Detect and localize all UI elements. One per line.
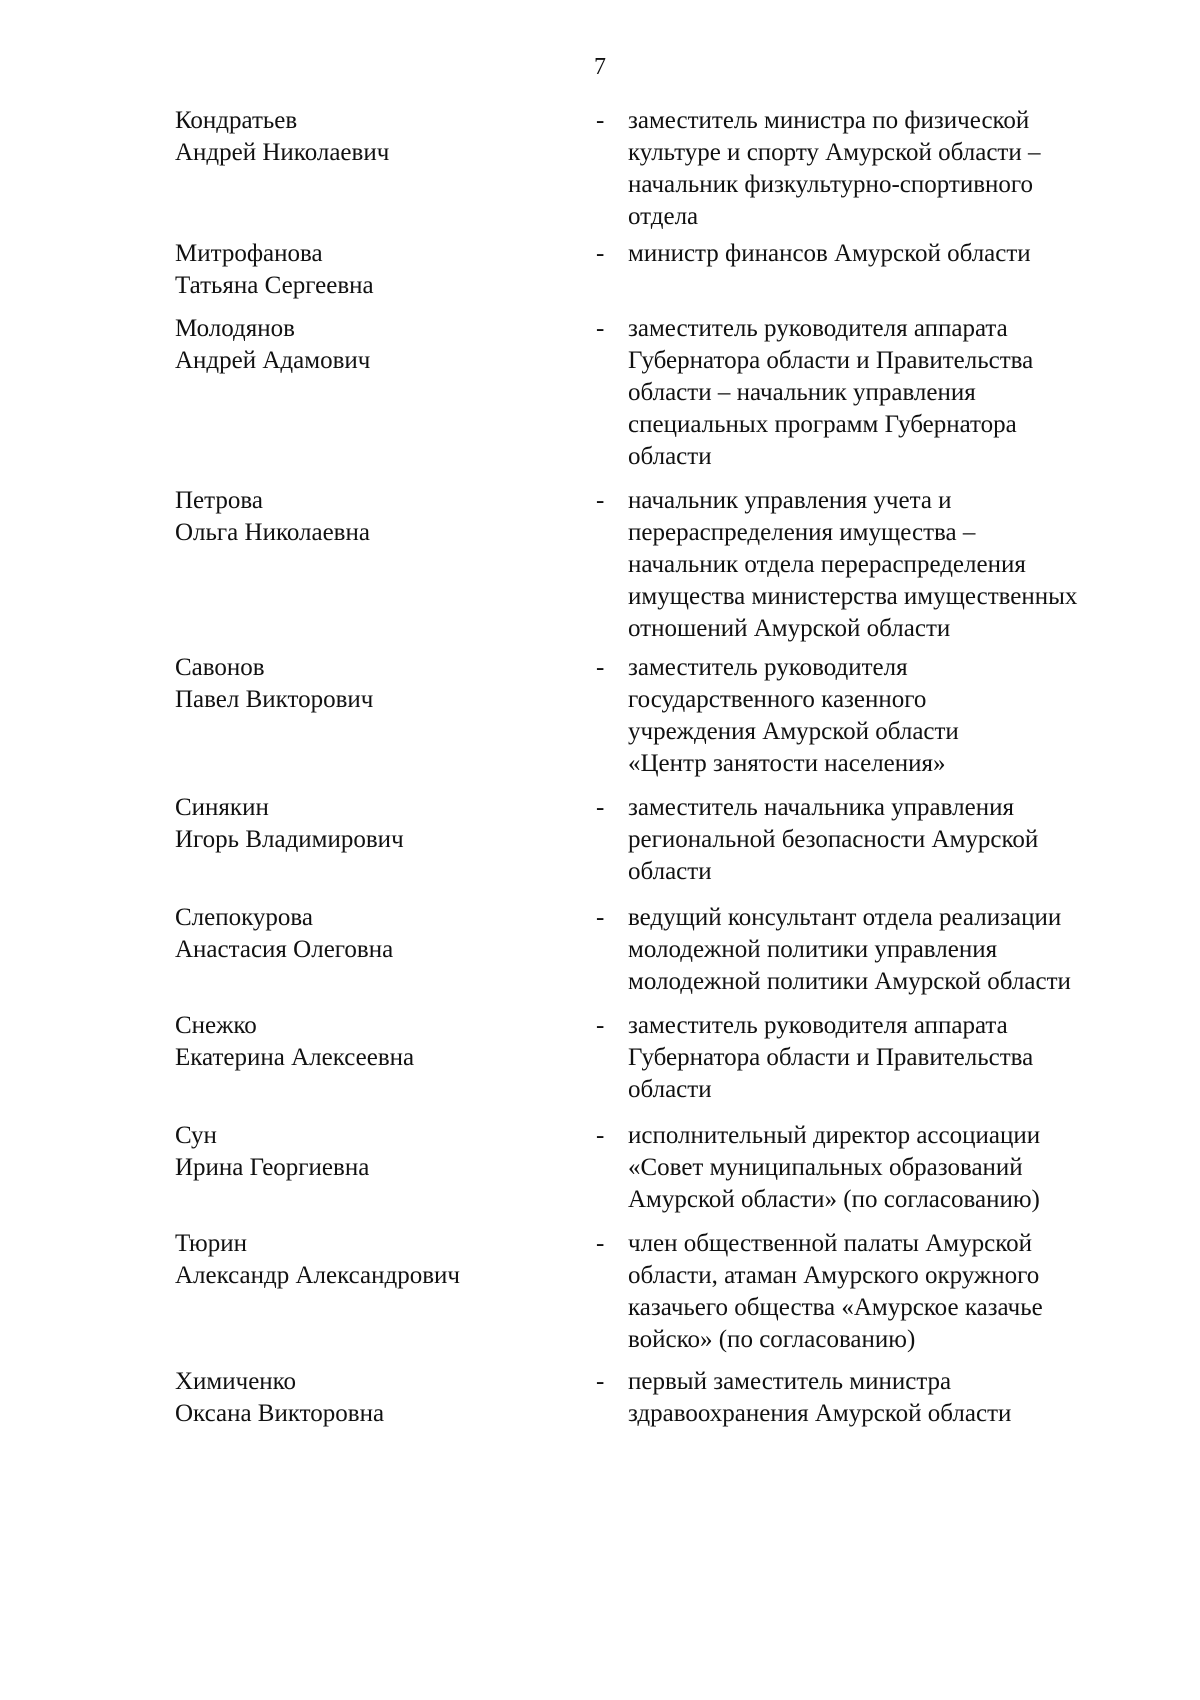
- role-line: заместитель министра по физической: [628, 107, 1030, 134]
- member-surname: Кондратьев: [175, 107, 298, 134]
- role-line: государственного казенного: [628, 686, 927, 713]
- role-line: культуре и спорту Амурской области –: [628, 139, 1041, 166]
- entry-dash: -: [596, 1230, 605, 1257]
- role-line: имущества министерства имущественных: [628, 583, 1078, 610]
- role-line: Губернатора области и Правительства: [628, 347, 1034, 374]
- member-role: [628, 238, 1031, 270]
- entry-dash: -: [596, 107, 605, 134]
- role-line: региональной безопасности Амурской: [628, 826, 1039, 853]
- member-given-name: Екатерина Алексеевна: [175, 1044, 415, 1071]
- role-line: заместитель руководителя: [628, 654, 908, 681]
- member-surname: Петрова: [175, 487, 263, 514]
- member-name: [175, 792, 575, 856]
- member-name: [175, 105, 575, 169]
- member-role: [628, 485, 1077, 645]
- entry-dash: -: [596, 904, 605, 931]
- role-line: «Совет муниципальных образований: [628, 1154, 1023, 1181]
- member-role: [628, 1120, 1040, 1216]
- member-name: [175, 485, 575, 549]
- member-name: [175, 902, 575, 966]
- entry-dash: -: [596, 794, 605, 821]
- role-line: перераспределения имущества –: [628, 519, 976, 546]
- role-line: казачьего общества «Амурское казачье: [628, 1294, 1043, 1321]
- role-line: министр финансов Амурской области: [628, 240, 1031, 267]
- member-given-name: Игорь Владимирович: [175, 826, 404, 853]
- member-surname: Тюрин: [175, 1230, 247, 1257]
- member-surname: Митрофанова: [175, 240, 323, 267]
- member-role: [628, 1228, 1043, 1356]
- member-surname: Сун: [175, 1122, 217, 1149]
- role-line: член общественной палаты Амурской: [628, 1230, 1032, 1257]
- role-line: области, атаман Амурского окружного: [628, 1262, 1040, 1289]
- role-line: области: [628, 858, 712, 885]
- role-line: отношений Амурской области: [628, 615, 951, 642]
- entry-dash: -: [596, 654, 605, 681]
- role-line: «Центр занятости населения»: [628, 750, 946, 777]
- role-line: Амурской области» (по согласованию): [628, 1186, 1040, 1213]
- member-role: [628, 792, 1038, 888]
- role-line: начальник управления учета и: [628, 487, 952, 514]
- member-name: [175, 1120, 575, 1184]
- entry-dash: -: [596, 487, 605, 514]
- member-given-name: Андрей Николаевич: [175, 139, 390, 166]
- entry-dash: -: [596, 240, 605, 267]
- member-surname: Савонов: [175, 654, 265, 681]
- role-line: заместитель руководителя аппарата: [628, 315, 1008, 342]
- role-line: области: [628, 1076, 712, 1103]
- member-name: [175, 1010, 575, 1074]
- entry-dash: -: [596, 1012, 605, 1039]
- member-given-name: Ольга Николаевна: [175, 519, 370, 546]
- entry-dash: -: [596, 1122, 605, 1149]
- role-line: начальник физкультурно-спортивного: [628, 171, 1034, 198]
- role-line: учреждения Амурской области: [628, 718, 959, 745]
- role-line: области – начальник управления: [628, 379, 976, 406]
- role-line: специальных программ Губернатора: [628, 411, 1017, 438]
- member-role: [628, 313, 1033, 473]
- member-given-name: Татьяна Сергеевна: [175, 272, 374, 299]
- member-role: [628, 1010, 1033, 1106]
- member-surname: Химиченко: [175, 1368, 297, 1395]
- member-name: [175, 313, 575, 377]
- entry-dash: -: [596, 1368, 605, 1395]
- member-given-name: Андрей Адамович: [175, 347, 371, 374]
- entry-dash: -: [596, 315, 605, 342]
- member-role: [628, 902, 1071, 998]
- member-role: [628, 1366, 1011, 1430]
- member-role: [628, 652, 959, 780]
- member-given-name: Ирина Георгиевна: [175, 1154, 370, 1181]
- role-line: здравоохранения Амурской области: [628, 1400, 1012, 1427]
- member-role: [628, 105, 1040, 233]
- role-line: Губернатора области и Правительства: [628, 1044, 1034, 1071]
- role-line: войско» (по согласованию): [628, 1326, 916, 1353]
- member-surname: Синякин: [175, 794, 269, 821]
- member-given-name: Оксана Викторовна: [175, 1400, 385, 1427]
- member-name: [175, 238, 575, 302]
- member-name: [175, 652, 575, 716]
- role-line: отдела: [628, 203, 699, 230]
- role-line: исполнительный директор ассоциации: [628, 1122, 1041, 1149]
- role-line: молодежной политики управления: [628, 936, 998, 963]
- page-number: 7: [594, 54, 606, 80]
- role-line: ведущий консультант отдела реализации: [628, 904, 1062, 931]
- role-line: молодежной политики Амурской области: [628, 968, 1071, 995]
- member-surname: Снежко: [175, 1012, 257, 1039]
- role-line: заместитель начальника управления: [628, 794, 1014, 821]
- role-line: первый заместитель министра: [628, 1368, 952, 1395]
- member-given-name: Анастасия Олеговна: [175, 936, 394, 963]
- role-line: начальник отдела перераспределения: [628, 551, 1026, 578]
- member-name: [175, 1366, 575, 1430]
- member-given-name: Павел Викторович: [175, 686, 374, 713]
- member-given-name: Александр Александрович: [175, 1262, 460, 1289]
- member-surname: Слепокурова: [175, 904, 313, 931]
- role-line: заместитель руководителя аппарата: [628, 1012, 1008, 1039]
- member-name: [175, 1228, 575, 1292]
- member-surname: Молодянов: [175, 315, 295, 342]
- role-line: области: [628, 443, 712, 470]
